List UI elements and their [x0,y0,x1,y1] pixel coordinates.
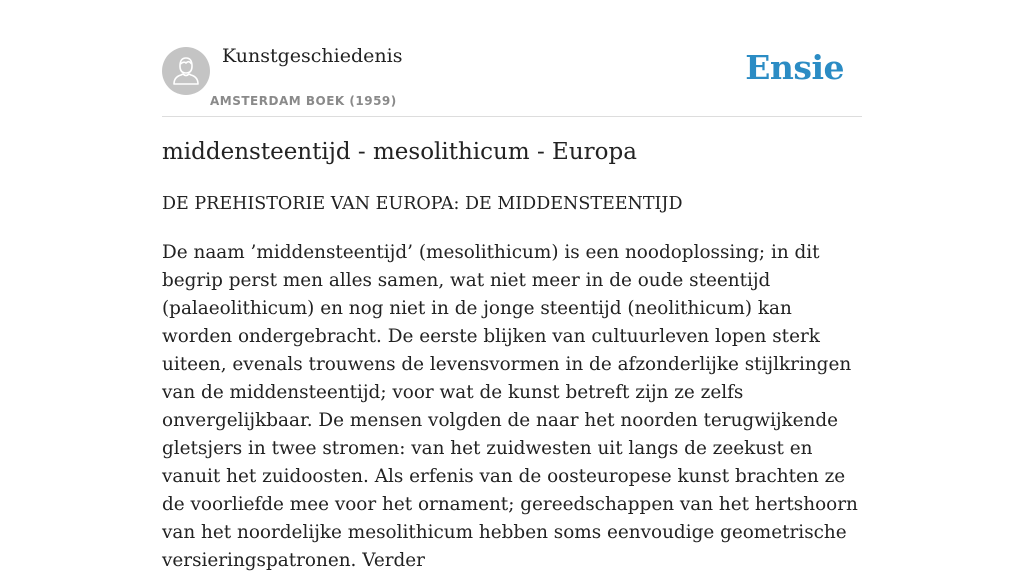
book-subtitle: AMSTERDAM BOEK (1959) [210,94,397,108]
content-container [162,0,862,571]
user-avatar-icon [162,47,210,95]
article-body: De naam ’middensteentijd’ (mesolithicum) is een noodoplossing; in dit begrip perst men alles samen, wat niet meer in de oude steentijd (palaeolithicum) en nog niet in de jonge steentijd (neolithicum) kan worden ondergebracht. De eerste blijken van cultuurleven lopen sterk uiteen, evenals trouwens de levensvormen in de afzonderlijke stijlkringen van de middensteentijd; voor wat de kunst betreft zijn ze zelfs onvergelijkbaar. De mensen volgden de naar het noorden terugwijkende gletsjers in twee stromen: van het zuidwesten uit langs de zeekust en vanuit het zuidoosten. Als erfenis van de oosteuropese kunst brachten ze de voorliefde mee voor het ornament; gereedschappen van het hertshoorn van het noordelijke mesolithicum hebben soms eenvoudige geometrische versieringspatronen. Verder [162,242,858,571]
book-title[interactable]: Kunstgeschiedenis [222,45,403,67]
ensie-logo[interactable]: Ensie [745,48,844,87]
article-subheading: DE PREHISTORIE VAN EUROPA: DE MIDDENSTEENTIJD [162,194,683,214]
article-title: middensteentijd - mesolithicum - Europa [162,139,637,165]
book-header [162,0,862,117]
